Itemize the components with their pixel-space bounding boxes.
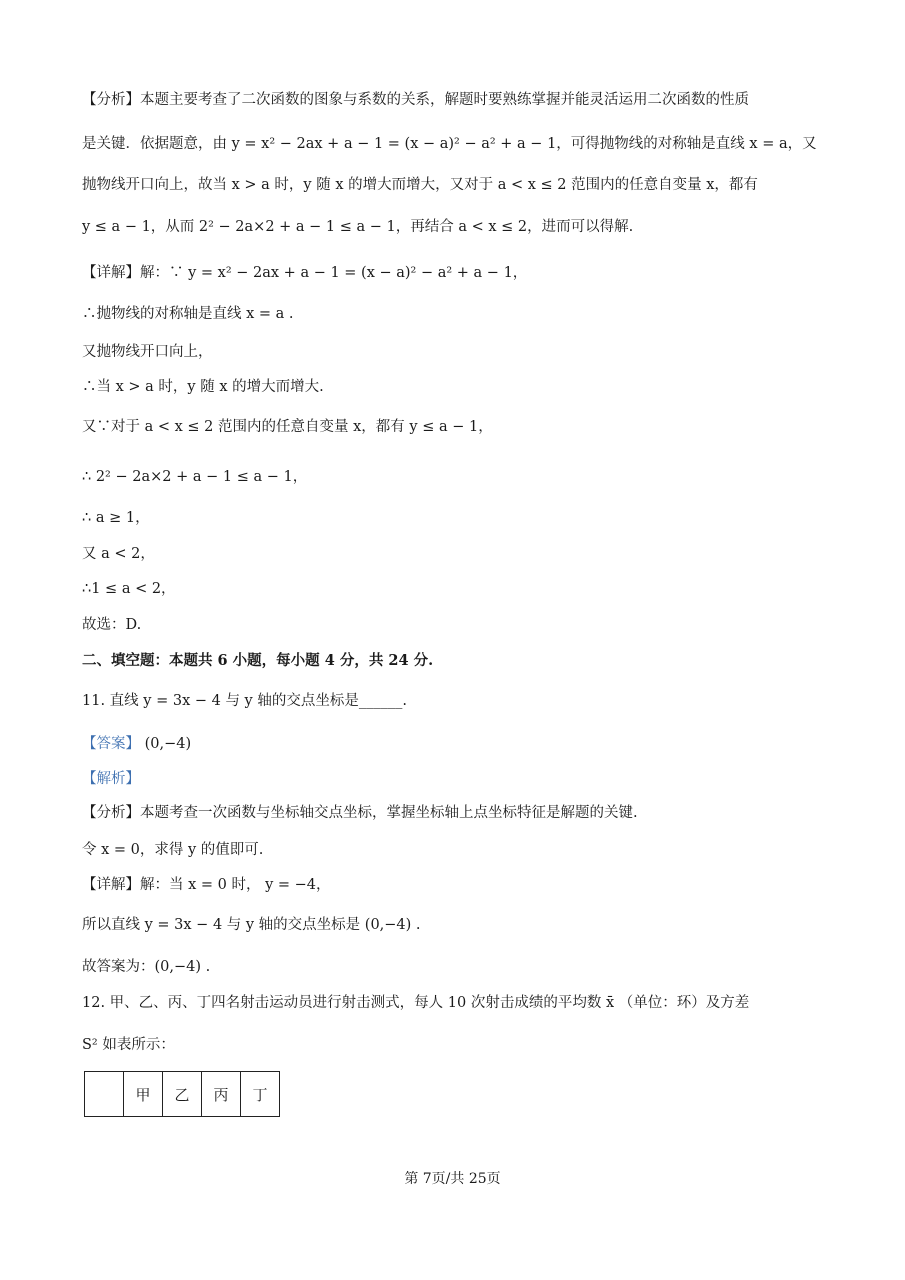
text-line: 【分析】本题考查一次函数与坐标轴交点坐标，掌握坐标轴上点坐标特征是解题的关键. [82, 805, 638, 821]
text-line [82, 772, 140, 787]
text-line: 【详解】解：∵ y = x² − 2ax + a − 1 = (x − a)² − a² + a − 1， [82, 265, 528, 281]
text-line: ∴ a ≥ 1， [82, 510, 150, 526]
text-line: 又抛物线开口向上， [82, 344, 213, 360]
text-line: ∴抛物线的对称轴是直线 x = a . [82, 306, 294, 322]
text-line: S² 如表所示： [82, 1037, 175, 1053]
text-line: ∴1 ≤ a < 2， [82, 581, 176, 597]
text-line: 二、填空题：本题共 6 小题，每小题 4 分，共 24 分. [82, 652, 434, 669]
section-tag: 【解析】 [82, 771, 140, 787]
text-line: 故答案为：(0,−4) . [82, 959, 211, 975]
text-line: y ≤ a − 1，从而 2² − 2a×2 + a − 1 ≤ a − 1，再结合 a < x ≤ 2，进而可以得解. [82, 219, 634, 235]
text-line: 又∵对于 a < x ≤ 2 范围内的任意自变量 x，都有 y ≤ a − 1， [82, 419, 493, 435]
text-line: ∴当 x > a 时，y 随 x 的增大而增大. [82, 379, 324, 395]
table-cell-empty [85, 1072, 124, 1117]
text-line: 又 a < 2， [82, 546, 155, 562]
section-tag: 【答案】 [82, 736, 140, 752]
text-line: 所以直线 y = 3x − 4 与 y 轴的交点坐标是 (0,−4) . [82, 917, 421, 933]
page-footer: 第 7页/共 25页 [404, 1171, 501, 1187]
text-line: 11. 直线 y = 3x − 4 与 y 轴的交点坐标是______. [82, 693, 407, 709]
text-line: 故选：D. [82, 617, 142, 633]
table-cell-bing: 丙 [202, 1072, 241, 1117]
table-header-row [85, 1072, 280, 1117]
text-line: 【答案】 (0,−4) [82, 736, 192, 752]
score-table [84, 1071, 280, 1117]
text-line: 【详解】解：当 x = 0 时， y = −4， [82, 877, 331, 893]
text-line: 【分析】本题主要考查了二次函数的图象与系数的关系，解题时要熟练掌握并能灵活运用二次函数的性质 [82, 92, 749, 108]
table-cell-yi: 乙 [163, 1072, 202, 1117]
text-line: ∴ 2² − 2a×2 + a − 1 ≤ a − 1， [82, 469, 308, 485]
table-cell-jia: 甲 [124, 1072, 163, 1117]
text-line: 12. 甲、乙、丙、丁四名射击运动员进行射击测式，每人 10 次射击成绩的平均数 x̄ （单位：环）及方差 [82, 995, 750, 1011]
text-line: 令 x = 0，求得 y 的值即可. [82, 842, 264, 858]
text-line: 抛物线开口向上，故当 x > a 时，y 随 x 的增大而增大，又对于 a < x ≤ 2 范围内的任意自变量 x，都有 [82, 177, 758, 193]
text-line: 是关键．依据题意，由 y = x² − 2ax + a − 1 = (x − a)² − a² + a − 1，可得抛物线的对称轴是直线 x = a，又 [82, 136, 817, 152]
table-cell-ding: 丁 [241, 1072, 280, 1117]
